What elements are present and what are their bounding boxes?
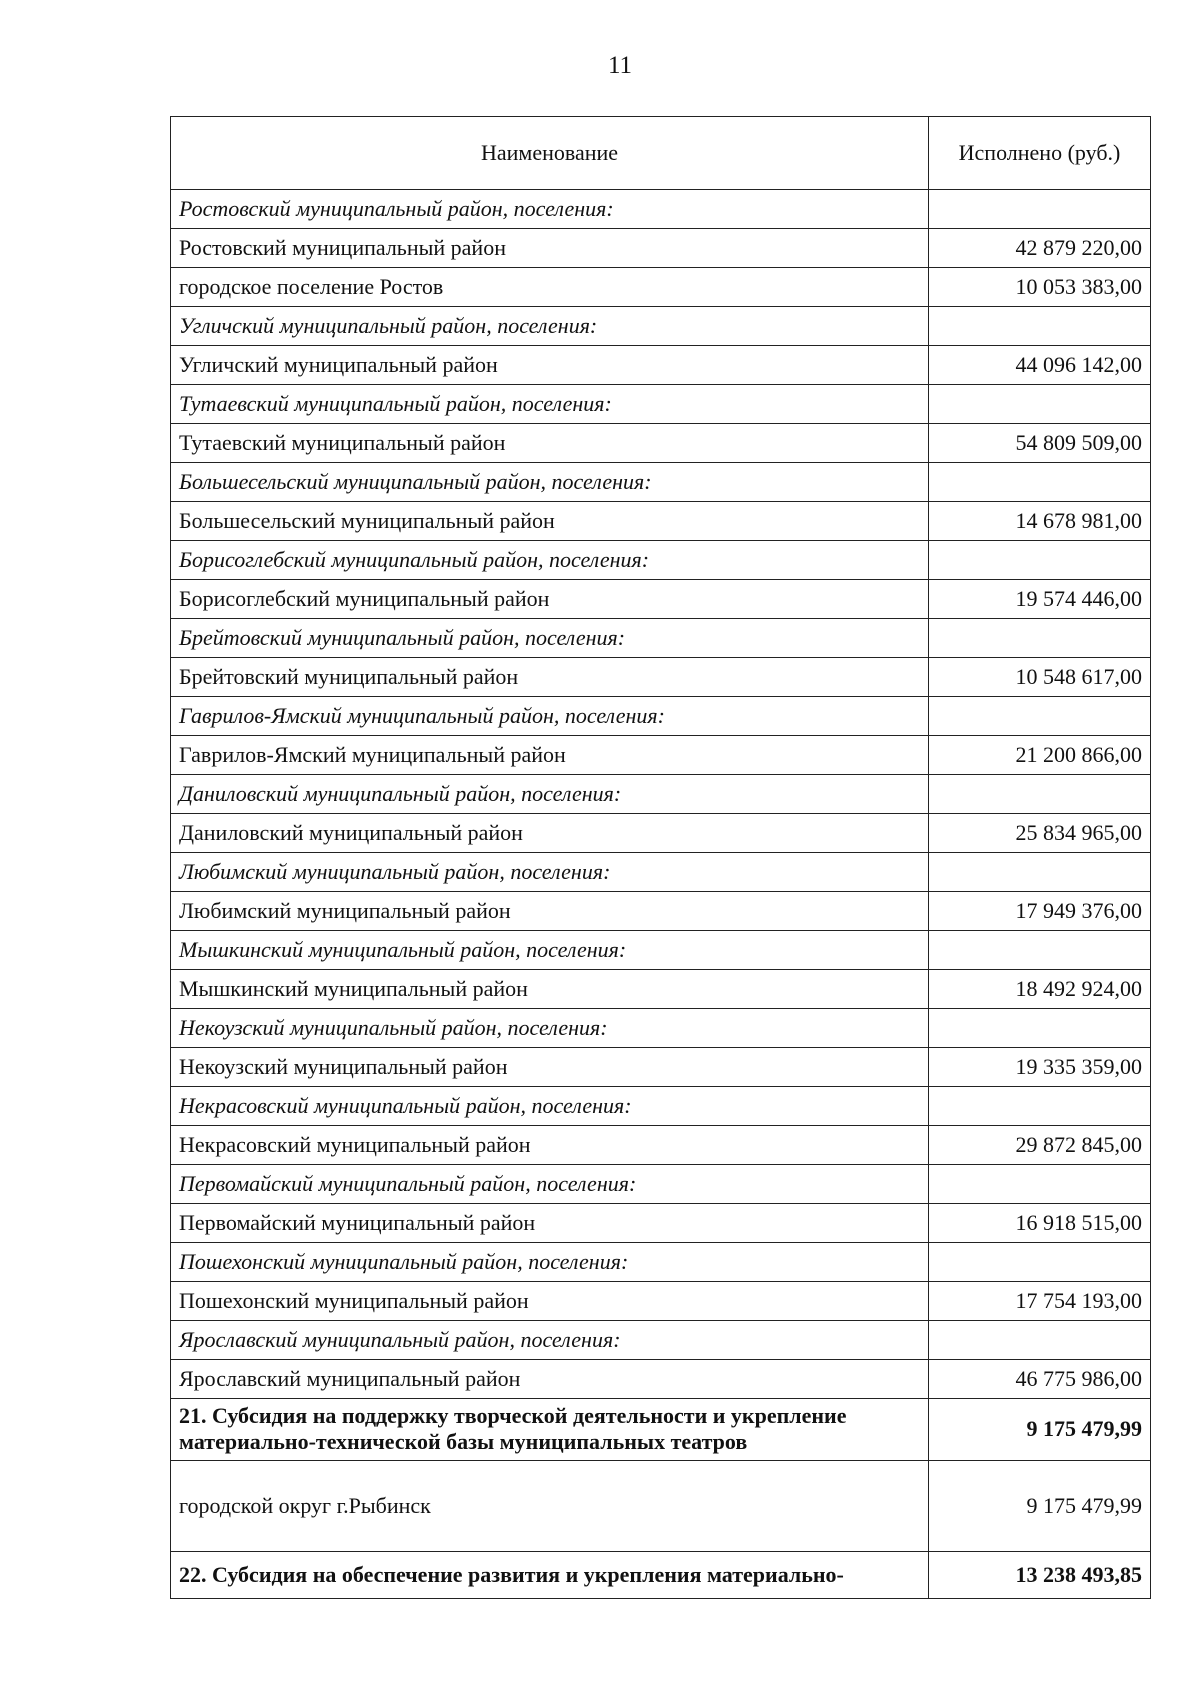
header-name: Наименование (171, 117, 929, 190)
budget-execution-table (170, 116, 1151, 1599)
row-value (929, 1321, 1151, 1360)
row-name: Угличский муниципальный район, поселения: (171, 307, 929, 346)
table-header-row (171, 117, 1151, 190)
row-value: 29 872 845,00 (929, 1126, 1151, 1165)
row-value (929, 463, 1151, 502)
row-name: Мышкинский муниципальный район, поселения: (171, 931, 929, 970)
row-name: городское поселение Ростов (171, 268, 929, 307)
table-row (171, 1321, 1151, 1360)
table-row (171, 1126, 1151, 1165)
table-row (171, 697, 1151, 736)
row-value: 21 200 866,00 (929, 736, 1151, 775)
row-value: 17 949 376,00 (929, 892, 1151, 931)
row-value: 17 754 193,00 (929, 1282, 1151, 1321)
row-name: Тутаевский муниципальный район (171, 424, 929, 463)
row-value (929, 1243, 1151, 1282)
row-value (929, 307, 1151, 346)
row-value (929, 190, 1151, 229)
table-row (171, 346, 1151, 385)
row-name: Большесельский муниципальный район (171, 502, 929, 541)
row-value (929, 931, 1151, 970)
row-value: 10 053 383,00 (929, 268, 1151, 307)
table-row (171, 463, 1151, 502)
row-name: Брейтовский муниципальный район, поселения: (171, 619, 929, 658)
page-number: 11 (607, 52, 633, 79)
table-row (171, 502, 1151, 541)
row-value (929, 1009, 1151, 1048)
row-name: Некоузский муниципальный район, поселения: (171, 1009, 929, 1048)
row-name: Первомайский муниципальный район (171, 1204, 929, 1243)
row-name: 21. Субсидия на поддержку творческой деятельности и укрепление материально-технической базы муниципальных театров (171, 1399, 929, 1461)
row-value (929, 1087, 1151, 1126)
table-row (171, 541, 1151, 580)
table-row (171, 1048, 1151, 1087)
row-name: Любимский муниципальный район (171, 892, 929, 931)
table-row (171, 268, 1151, 307)
row-value: 16 918 515,00 (929, 1204, 1151, 1243)
row-value (929, 775, 1151, 814)
table-body (171, 190, 1151, 1599)
table-row (171, 424, 1151, 463)
table-row (171, 736, 1151, 775)
row-name: Некрасовский муниципальный район, поселения: (171, 1087, 929, 1126)
table-row (171, 619, 1151, 658)
table-row (171, 1360, 1151, 1399)
table-row (171, 229, 1151, 268)
row-name: Большесельский муниципальный район, поселения: (171, 463, 929, 502)
row-name: Пошехонский муниципальный район (171, 1282, 929, 1321)
table-row (171, 1551, 1151, 1598)
table-row (171, 1087, 1151, 1126)
row-name: Брейтовский муниципальный район (171, 658, 929, 697)
row-value: 9 175 479,99 (929, 1399, 1151, 1461)
table-row (171, 1399, 1151, 1461)
row-name: Борисоглебский муниципальный район, поселения: (171, 541, 929, 580)
row-value: 19 335 359,00 (929, 1048, 1151, 1087)
row-value: 10 548 617,00 (929, 658, 1151, 697)
table-row (171, 970, 1151, 1009)
row-name: Некрасовский муниципальный район (171, 1126, 929, 1165)
table-row (171, 892, 1151, 931)
row-name: 22. Субсидия на обеспечение развития и укрепления материально- (171, 1551, 929, 1598)
row-name: Некоузский муниципальный район (171, 1048, 929, 1087)
table-row (171, 853, 1151, 892)
table-row (171, 1243, 1151, 1282)
row-value: 13 238 493,85 (929, 1551, 1151, 1598)
row-name: Борисоглебский муниципальный район (171, 580, 929, 619)
table-row (171, 658, 1151, 697)
row-name: Гаврилов-Ямский муниципальный район (171, 736, 929, 775)
table-row (171, 1165, 1151, 1204)
row-name: Ярославский муниципальный район (171, 1360, 929, 1399)
row-value (929, 1165, 1151, 1204)
row-name: Ростовский муниципальный район, поселения: (171, 190, 929, 229)
row-name: Даниловский муниципальный район (171, 814, 929, 853)
table-row (171, 1204, 1151, 1243)
row-name: Первомайский муниципальный район, поселения: (171, 1165, 929, 1204)
row-value (929, 385, 1151, 424)
row-value (929, 853, 1151, 892)
row-name: Пошехонский муниципальный район, поселения: (171, 1243, 929, 1282)
table-row (171, 1460, 1151, 1551)
row-value: 25 834 965,00 (929, 814, 1151, 853)
table-row (171, 1009, 1151, 1048)
table-row (171, 1282, 1151, 1321)
row-name: городской округ г.Рыбинск (171, 1460, 929, 1551)
row-value: 44 096 142,00 (929, 346, 1151, 385)
row-name: Мышкинский муниципальный район (171, 970, 929, 1009)
row-value (929, 697, 1151, 736)
row-value: 18 492 924,00 (929, 970, 1151, 1009)
row-value (929, 541, 1151, 580)
header-value: Исполнено (руб.) (929, 117, 1151, 190)
row-value: 9 175 479,99 (929, 1460, 1151, 1551)
table-row (171, 775, 1151, 814)
row-name: Любимский муниципальный район, поселения: (171, 853, 929, 892)
row-value: 42 879 220,00 (929, 229, 1151, 268)
row-value: 19 574 446,00 (929, 580, 1151, 619)
table-row (171, 190, 1151, 229)
table-row (171, 385, 1151, 424)
row-name: Ярославский муниципальный район, поселения: (171, 1321, 929, 1360)
row-name: Ростовский муниципальный район (171, 229, 929, 268)
row-value: 14 678 981,00 (929, 502, 1151, 541)
row-name: Гаврилов-Ямский муниципальный район, поселения: (171, 697, 929, 736)
table-row (171, 307, 1151, 346)
row-value (929, 619, 1151, 658)
row-name: Угличский муниципальный район (171, 346, 929, 385)
row-name: Тутаевский муниципальный район, поселения: (171, 385, 929, 424)
table-row (171, 931, 1151, 970)
row-name: Даниловский муниципальный район, поселения: (171, 775, 929, 814)
row-value: 46 775 986,00 (929, 1360, 1151, 1399)
table-row (171, 580, 1151, 619)
table-row (171, 814, 1151, 853)
row-value: 54 809 509,00 (929, 424, 1151, 463)
